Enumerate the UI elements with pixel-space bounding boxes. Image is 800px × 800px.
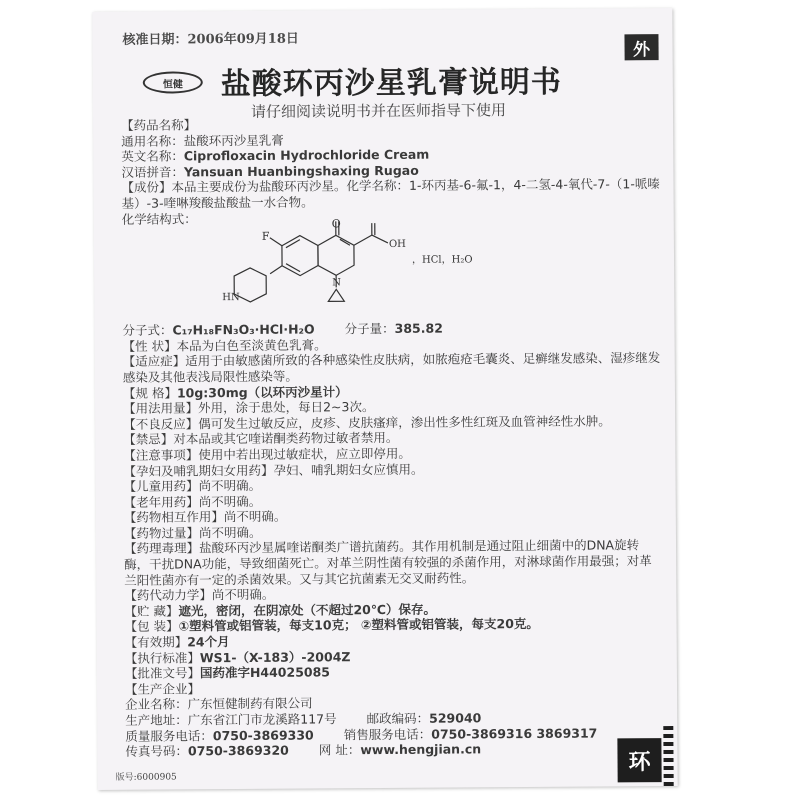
section-text: 尚不明确。 <box>198 493 262 509</box>
pinyin-value: Yansuan Huanbingshaxing Rugao <box>183 162 419 180</box>
structure-label: 化学结构式： <box>121 210 197 227</box>
section-pharmacology <box>124 538 664 589</box>
section-heading: 【执行标准】 <box>124 649 200 666</box>
section-heading: 【包 装】 <box>124 618 179 635</box>
section-heading: 【老年用药】 <box>123 493 199 510</box>
section-text: 适用于由敏感菌所致的各种感染性皮肤病，如脓疱疮毛囊炎、足癣继发感染、湿疹继发感染及其他表浅局限性感染等。 <box>122 350 661 385</box>
website-value: www.hengjian.cn <box>360 741 482 758</box>
structure-suffix: ，HCl，H₂O <box>411 254 473 266</box>
section-text: 10g:30mg（以环丙沙星计） <box>176 383 348 400</box>
composition-section <box>121 176 661 211</box>
common-name-label: 通用名称： <box>121 132 184 149</box>
fax-label: 传真号码： <box>125 743 189 760</box>
postcode-value: 529040 <box>429 710 482 726</box>
version-code: 版号:6000905 <box>115 772 177 783</box>
section-heading: 【规 格】 <box>122 384 177 401</box>
section-text: 偶可发生过敏反应，皮疹、皮肤瘙痒，渗出性多性红斑及血管神经性水肿。 <box>198 413 611 432</box>
molecular-weight-value: 385.82 <box>394 320 443 337</box>
leaflet-sheet <box>92 8 677 790</box>
atom-nitrogen: N <box>332 277 341 289</box>
leaflet-content <box>121 114 665 760</box>
pinyin-label: 汉语拼音： <box>121 164 184 180</box>
section-heading: 【不良反应】 <box>123 416 199 432</box>
section-heading: 【用法用量】 <box>123 400 199 416</box>
pyridone-ring <box>318 235 354 275</box>
website-label: 网 址： <box>318 742 361 758</box>
approval-date: 核准日期：2006年09月18日 <box>122 31 299 48</box>
section-text: 遮光，密闭，在阴凉处（不超过20℃）保存。 <box>178 601 437 619</box>
postcode-label: 邮政编码： <box>366 710 430 727</box>
section-text: 尚不明确。 <box>223 508 287 525</box>
section-heading: 【孕妇及哺乳期妇女用药】 <box>123 462 274 479</box>
section-heading: 【适应症】 <box>122 353 186 370</box>
sales-phone-value: 0750-3869316 3869317 <box>431 725 598 742</box>
fax-value: 0750-3869320 <box>187 742 289 759</box>
section-text: 对本品或其它喹诺酮类药物过敏者禁用。 <box>173 430 399 447</box>
section-text: 盐酸环丙沙星属喹诺酮类广谱抗菌药。其作用机制是通过阻止细菌中的DNA旋转酶，干扰DNA功能，导致细菌死亡。对革兰阴性菌有较强的杀菌作用，对淋球菌作用最强；对革兰阳性菌亦有一定的杀菌效果。又与其它抗菌素无交叉耐药性。 <box>124 537 652 588</box>
section-text: 使用中若出现过敏症状，应立即停用。 <box>198 445 411 463</box>
section-heading: 【生产企业】 <box>124 681 201 697</box>
section-text: WS1-（X-183）-2004Z <box>199 648 351 665</box>
section-text: 尚不明确。 <box>211 587 275 603</box>
edge-stripes <box>663 726 673 786</box>
quality-phone-value: 0750-3869330 <box>212 727 314 743</box>
section-text: 外用，涂于患处，每日2~3次。 <box>198 399 375 416</box>
quality-phone-label: 质量服务电话： <box>125 727 213 744</box>
ring-badge: 环 <box>617 738 661 782</box>
external-use-badge: 外 <box>624 34 658 60</box>
address-label: 生产地址： <box>125 712 188 728</box>
fax-row <box>125 740 665 759</box>
atom-oxygen: O <box>331 217 341 231</box>
section-text: 尚不明确。 <box>198 524 262 541</box>
section-heading: 【批准文号】 <box>124 665 200 682</box>
section-heading: 【药物相互作用】 <box>123 509 224 526</box>
document-title: 盐酸环丙沙星乳膏说明书 <box>220 64 562 103</box>
section-heading: 【贮 藏】 <box>124 603 179 619</box>
section-text: 国药准字H44025085 <box>199 664 331 681</box>
section-text: ①塑料管或铝管装，每支10克； ②塑料管或铝管装，每支20克。 <box>178 616 539 634</box>
atom-amine: HN <box>222 292 240 304</box>
common-name-value: 盐酸环丙沙星乳膏 <box>183 132 284 148</box>
english-name-value: Ciprofloxacin Hydrochloride Cream <box>183 146 430 164</box>
section-heading: 【儿童用药】 <box>123 478 199 494</box>
company-logo: 恒健 <box>143 71 203 93</box>
benzene-ring <box>282 236 318 276</box>
formula-value: C₁₇H₁₈FN₃O₃·HCl·H₂O <box>172 321 315 338</box>
section-heading: 【药理毒理】 <box>123 540 200 557</box>
formula-label: 分子式： <box>122 322 173 338</box>
chemical-structure-diagram <box>222 217 483 322</box>
section-indications <box>123 350 663 385</box>
chemical-structure <box>222 217 483 322</box>
section-heading: 【性 状】 <box>122 338 177 354</box>
company-name-value: 广东恒健制药有限公司 <box>187 695 313 712</box>
composition-heading: 【成份】 <box>121 179 172 196</box>
drug-name-heading: 【药品名称】 <box>121 117 197 133</box>
section-heading: 【药代动力学】 <box>124 587 212 604</box>
section-text: 尚不明确。 <box>198 477 262 494</box>
address-value: 广东省江门市龙溪路117号 <box>187 711 337 728</box>
company-name-label: 企业名称： <box>125 696 188 713</box>
section-text: 24个月 <box>187 634 230 650</box>
section-heading: 【注意事项】 <box>123 447 199 463</box>
section-text: 孕妇、哺乳期妇女应慎用。 <box>273 461 424 478</box>
molecular-weight-label: 分子量： <box>344 321 395 337</box>
document-subtitle: 请仔细阅读说明书并在医师指导下使用 <box>250 101 507 121</box>
sales-phone-label: 销售服务电话： <box>343 726 432 742</box>
sections-list <box>123 335 665 697</box>
section-heading: 【药物过量】 <box>123 525 199 541</box>
english-name-label: 英文名称： <box>121 148 184 165</box>
atom-fluorine: F <box>261 229 270 244</box>
section-text: 本品为白色至淡黄色乳膏。 <box>176 337 327 354</box>
section-heading: 【禁忌】 <box>123 431 174 448</box>
composition-text: 本品主要成份为盐酸环丙沙星。化学名称：1-环丙基-6-氟-1，4-二氢-4-氧代-7-（1-哌嗪基）-3-喹啉羧酸盐酸盐一水合物。 <box>121 176 660 211</box>
atom-hydroxyl: OH <box>388 239 406 251</box>
section-heading: 【有效期】 <box>124 634 188 650</box>
